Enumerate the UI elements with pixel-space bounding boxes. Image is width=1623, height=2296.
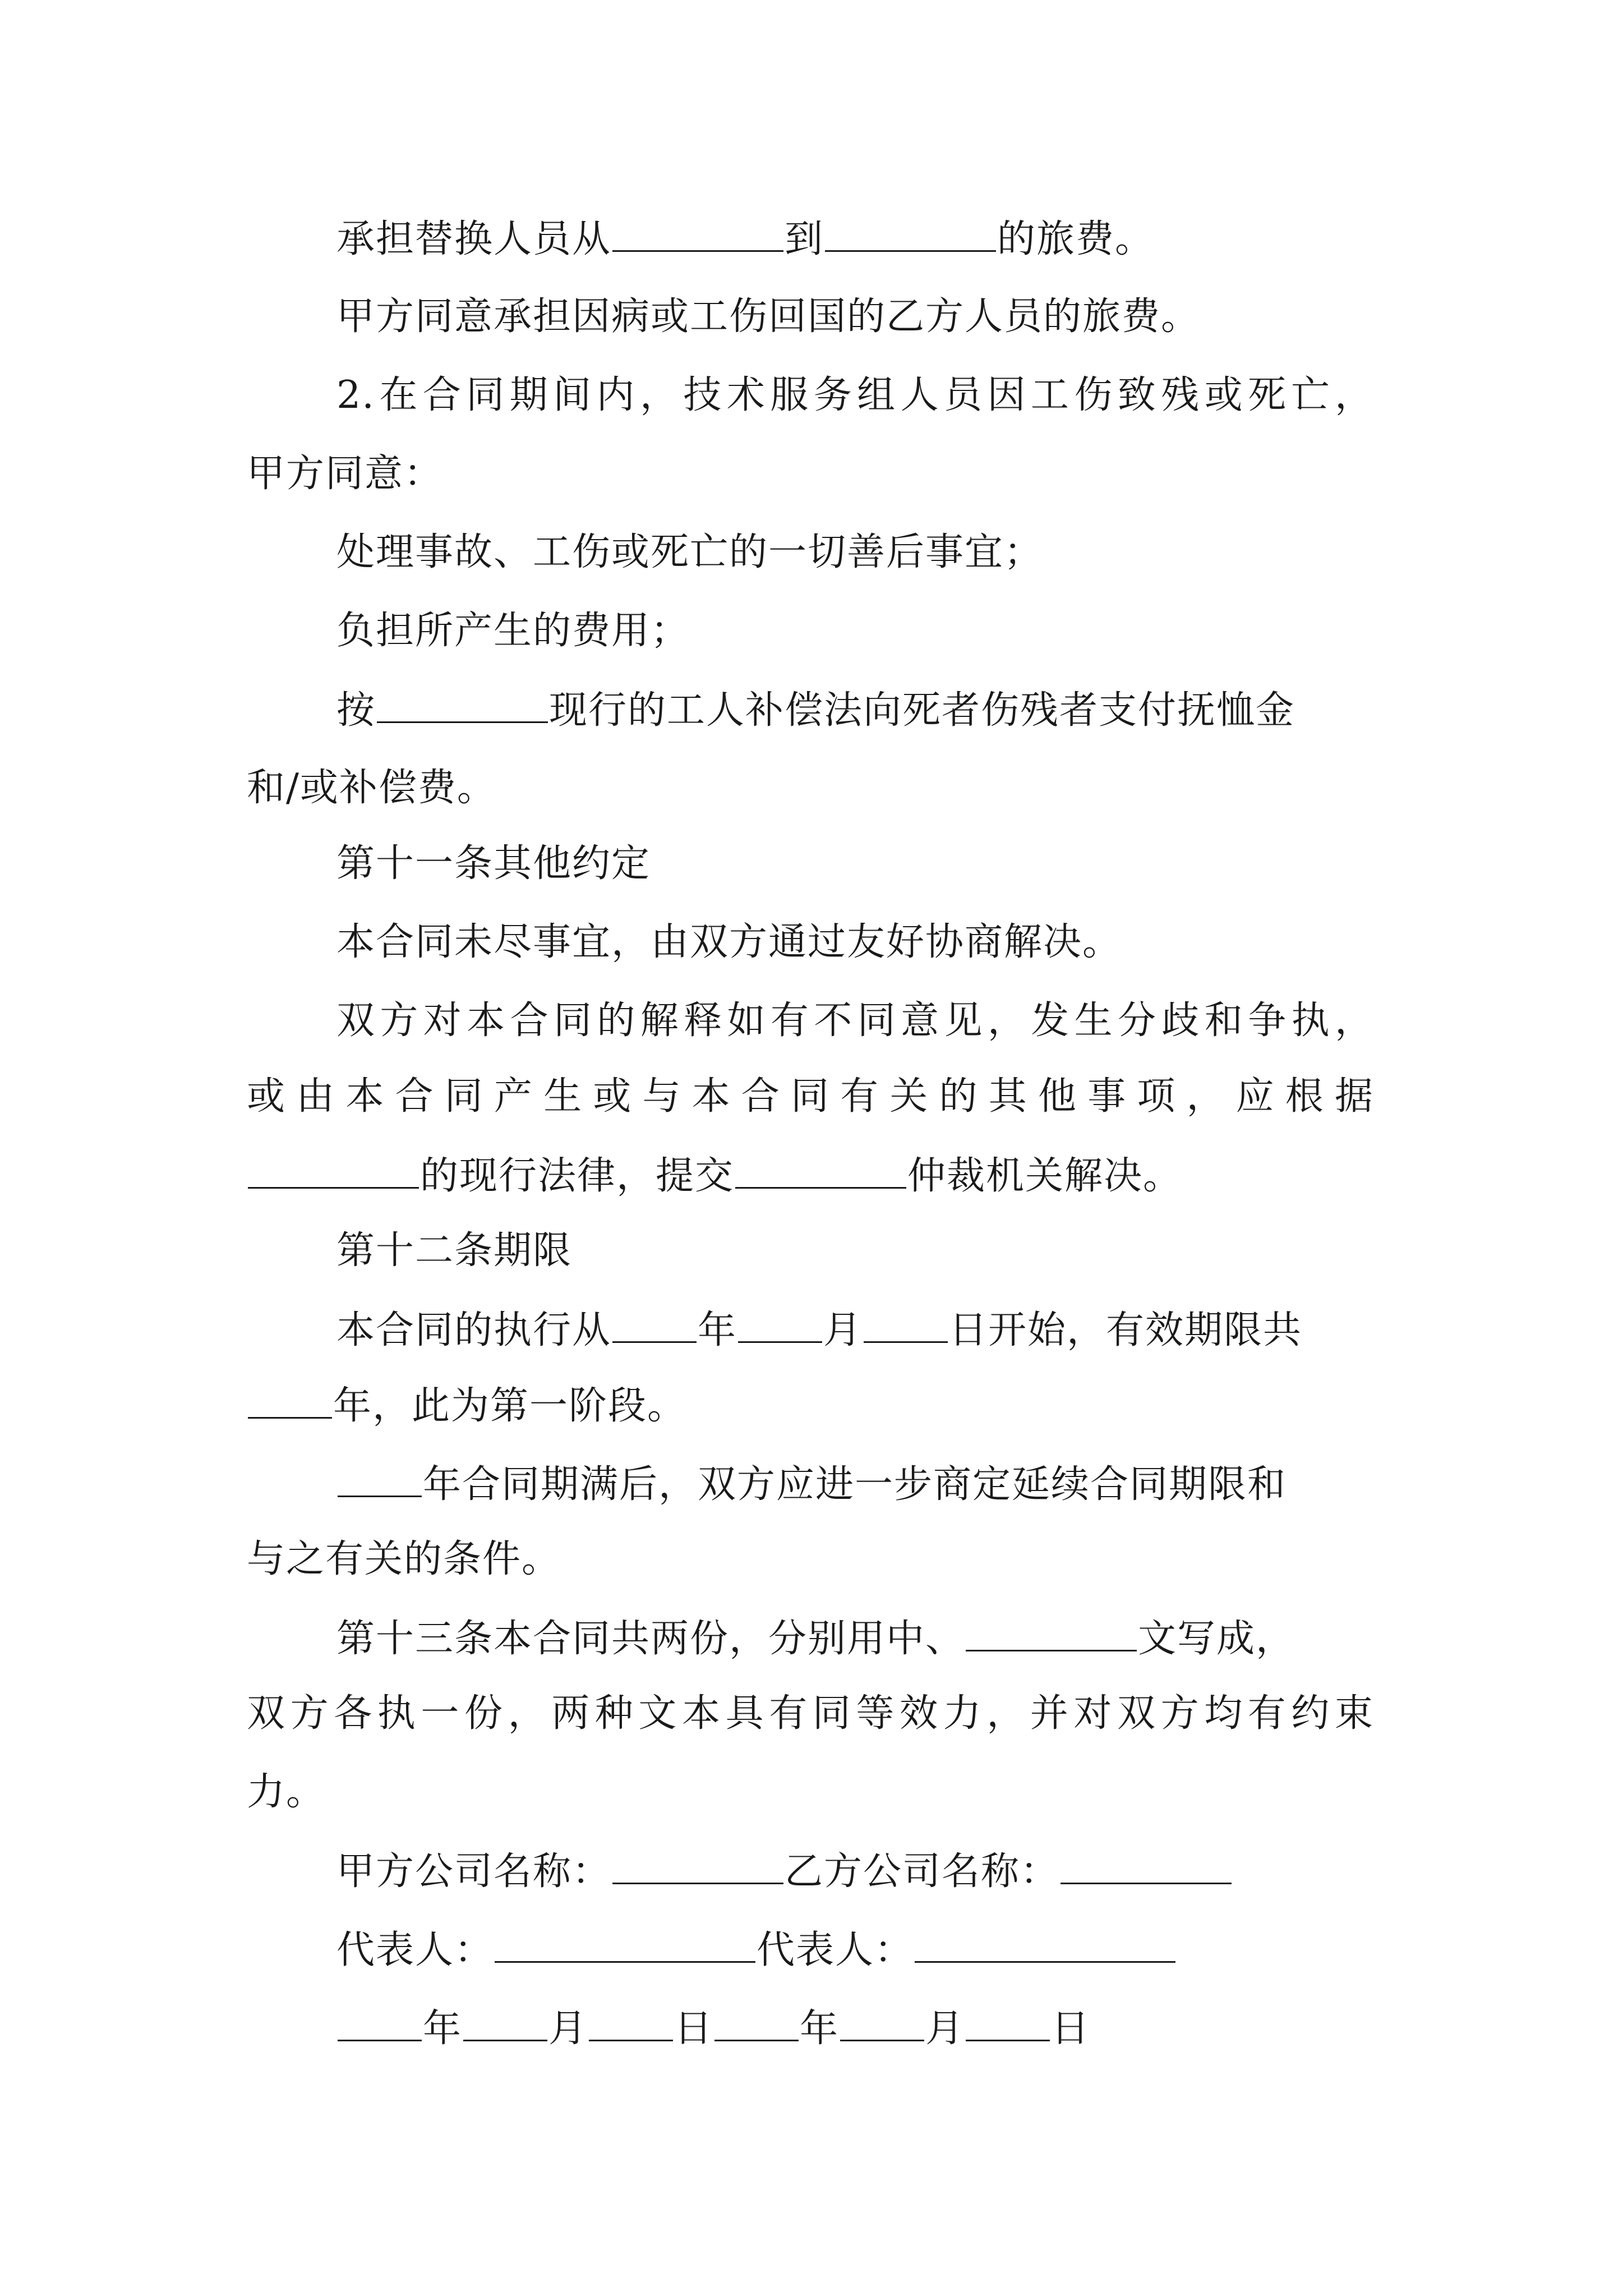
- clause-line: 双方对本合同的解释如有不同意见，发生分歧和争执，: [336, 999, 1374, 1043]
- section-heading: 第十一条其他约定: [336, 841, 651, 886]
- clause-line: 甲方同意承担因病或工伤回国的乙方人员的旅费。: [336, 295, 1201, 339]
- text-segment: 年: [423, 2007, 463, 2051]
- clause-line: 力。: [247, 1770, 326, 1814]
- fill-blank: [248, 1380, 332, 1419]
- text-segment: 的现行法律，提交: [420, 1154, 735, 1198]
- text-segment: 日开始，有效期限共: [949, 1308, 1303, 1352]
- fill-blank: [966, 2003, 1050, 2041]
- party-b-company-label: 乙方公司名称：: [785, 1849, 1060, 1894]
- fill-blank: [735, 1150, 906, 1189]
- text-segment: 文写成，: [1138, 1617, 1295, 1661]
- text-segment: 日: [1051, 2007, 1091, 2051]
- fill-blank: [1061, 1846, 1232, 1884]
- clause-line: [336, 1458, 1287, 1510]
- text-segment: 年: [800, 2007, 840, 2051]
- text-segment: 本合同的执行从: [336, 1308, 612, 1352]
- clause-line: [336, 213, 1154, 265]
- text-segment: 到: [785, 217, 824, 261]
- fill-blank: [825, 213, 996, 252]
- text-segment: 承担替换人员从: [336, 217, 612, 261]
- fill-blank: [840, 2003, 924, 2041]
- fill-blank: [463, 2003, 547, 2041]
- party-a-representative-label: 代表人：: [336, 1928, 494, 1972]
- text-segment: 的旅费。: [997, 217, 1155, 261]
- fill-blank: [612, 213, 783, 252]
- clause-line: [247, 1380, 686, 1432]
- clause-line: 甲方同意：: [247, 452, 444, 496]
- fill-blank: [338, 2003, 422, 2041]
- clause-line: [247, 1150, 1182, 1202]
- text-segment: 月: [548, 2007, 588, 2051]
- signature-company-line: [336, 1846, 1233, 1897]
- text-segment: 仲裁机关解决。: [907, 1154, 1183, 1198]
- text-segment: 年: [698, 1308, 737, 1352]
- fill-blank: [738, 1304, 822, 1343]
- fill-blank: [495, 1924, 755, 1963]
- signature-representative-line: [336, 1924, 1177, 1976]
- fill-blank: [714, 2003, 799, 2041]
- party-b-representative-label: 代表人：: [757, 1928, 914, 1972]
- text-segment: 按: [336, 688, 376, 733]
- fill-blank: [864, 1304, 948, 1343]
- fill-blank: [248, 1150, 419, 1189]
- text-segment: 第十三条本合同共两份，分别用中、: [336, 1617, 965, 1661]
- fill-blank: [338, 1458, 422, 1497]
- text-segment: 年，此为第一阶段。: [333, 1384, 687, 1428]
- fill-blank: [612, 1304, 697, 1343]
- text-segment: 月: [823, 1308, 863, 1352]
- fill-blank: [589, 2003, 673, 2041]
- clause-line: 和/或补偿费。: [247, 766, 496, 810]
- fill-blank: [966, 1613, 1137, 1651]
- fill-blank: [915, 1924, 1175, 1963]
- text-segment: 现行的工人补偿法向死者伤残者支付抚恤金: [549, 688, 1295, 733]
- clause-line: 2.在合同期间内，技术服务组人员因工伤致残或死亡，: [336, 373, 1374, 417]
- clause-line: [336, 1613, 1295, 1664]
- signature-date-line: [336, 2003, 1090, 2054]
- clause-line: 双方各执一份，两种文本具有同等效力，并对双方均有约束: [247, 1691, 1374, 1736]
- clause-line: 与之有关的条件。: [247, 1537, 561, 1581]
- clause-line: 本合同未尽事宜，由双方通过友好协商解决。: [336, 920, 1122, 964]
- clause-line: [336, 1304, 1302, 1356]
- text-segment: 日: [674, 2007, 714, 2051]
- clause-line: 或由本合同产生或与本合同有关的其他事项，应根据: [247, 1074, 1374, 1119]
- clause-line: 负担所产生的费用；: [336, 609, 690, 653]
- clause-line: 处理事故、工伤或死亡的一切善后事宜；: [336, 530, 1044, 574]
- party-a-company-label: 甲方公司名称：: [336, 1849, 612, 1894]
- fill-blank: [612, 1846, 783, 1884]
- clause-line: [336, 684, 1295, 736]
- text-segment: 年合同期满后，双方应进一步商定延续合同期限和: [423, 1462, 1287, 1507]
- section-heading: 第十二条期限: [336, 1228, 573, 1273]
- fill-blank: [377, 684, 548, 723]
- text-segment: 月: [925, 2007, 965, 2051]
